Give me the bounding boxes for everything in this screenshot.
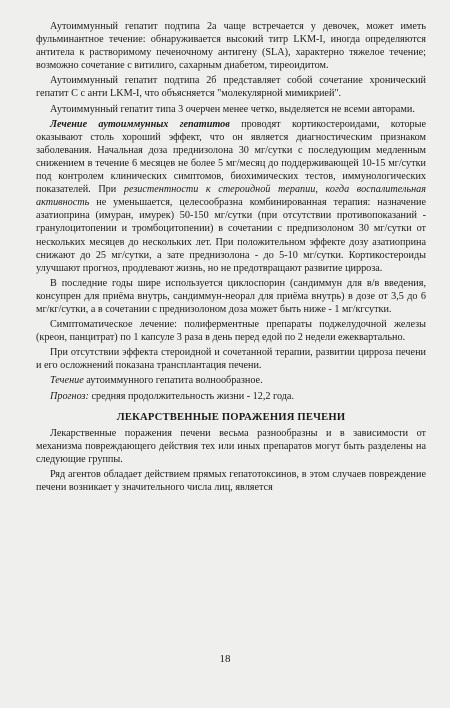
- paragraph-direct-hepatotoxins: Ряд агентов обладает действием прямых гепатотоксинов, в этом случаев повреждение печени возникает у значительного числа лиц, является: [36, 469, 426, 494]
- treatment-heading: Лечение аутоиммунных гепатитов: [50, 118, 230, 130]
- page-body: [36, 20, 426, 496]
- page-number: 18: [219, 653, 231, 665]
- prognosis-label: Прогноз:: [50, 390, 89, 402]
- resistance-phrase: резистентности к стероидной терапии, когда воспалительная активность: [36, 184, 426, 209]
- paragraph-course: Течение аутоиммунного гепатита волнообразное.: [50, 375, 263, 387]
- paragraph-prognosis: Прогноз: средняя продолжительность жизни - 12,2 года.: [50, 390, 294, 402]
- paragraph-symptomatic: Симптоматическое лечение: полиферментные препараты поджелудочной железы (креон, панцитрат) по 1 капсуле 3 раза в день перед едой по 2 недели ежеквартально.: [36, 319, 426, 344]
- paragraph-type-3: Аутоиммунный гепатит типа 3 очерчен менее четко, выделяется не всеми авторами.: [50, 103, 415, 115]
- paragraph-treatment: Лечение аутоиммунных гепатитов проводят кортикостероидами, которые оказывают столь хороший эффект, что он является диагностическим признаком заболевания. Начальная доза преднизолона 30 мг/сутки с последующим медленным снижением в течение 6 месяцев не более 5 мг/месяц до поддерживающей 10-15 мг/сутки под контролем клинических симптомов, биохимических тестов, иммунологических показателей. При резистентности к стероидной терапии, когда воспалительная активность не уменьшается, целесообразна комбинированная терапия: назначение азатиоприна (имуран, имурек) 50-150 мг/сутки (при отсутствии противопоказаний - гранулоцитопении и тромбоцитопении) в сочетании с предпизолоном 30 мг/сутки от нескольких месяцев до нескольких лет. При положительном эффекте дозу азатиоприна снижают до 25 мг/сутки, а зате преднизолона - до 5-10 мг/сутки. Кортикостероиды улучшают прогноз, продлевают жизнь, но не предотвращают развитие цирроза.: [36, 118, 426, 274]
- paragraph-subtype-2a: Аутоиммунный гепатит подтипа 2а чаще встречается у девочек, может иметь фульминантное течение: обнаруживается высокий титр LKM-I, иногда определяются антитела к растворимому печеночному антигену (SLA), характерно тяжелое течение; возможно сочетание с витилиго, сахарным диабетом, тиреоидитом.: [36, 21, 426, 72]
- paragraph-subtype-2b: Аутоиммунный гепатит подтипа 2б представляет собой сочетание хронический гепатит С с анти LKM-I, что объясняется "молекулярной мимикрией".: [36, 75, 426, 100]
- paragraph-drug-injury-intro: Лекарственные поражения печени весьма разнообразны и в зависимости от механизма повреждающего действия тех или иных препаратов могут быть разделены на следующие группы.: [36, 427, 426, 465]
- paragraph-transplant: При отсутствии эффекта стероидной и сочетанной терапии, развитии цирроза печени и его осложнений показана трансплантация печени.: [36, 347, 426, 372]
- paragraph-cyclosporine: В последние годы шире используется циклоспорин (сандиммун для в/в введения, консупрен для приёма внутрь, сандиммун-неорал для приёма внутрь) в дозе от 3,5 до 6 мг/кг/сутки, а в сочетании с преднизолоном доза может быть ниже - 1 мг/кгсутки.: [36, 277, 426, 315]
- section-title: ЛЕКАРСТВЕННЫЕ ПОРАЖЕНИЯ ПЕЧЕНИ: [116, 411, 346, 423]
- course-label: Течение: [50, 375, 84, 387]
